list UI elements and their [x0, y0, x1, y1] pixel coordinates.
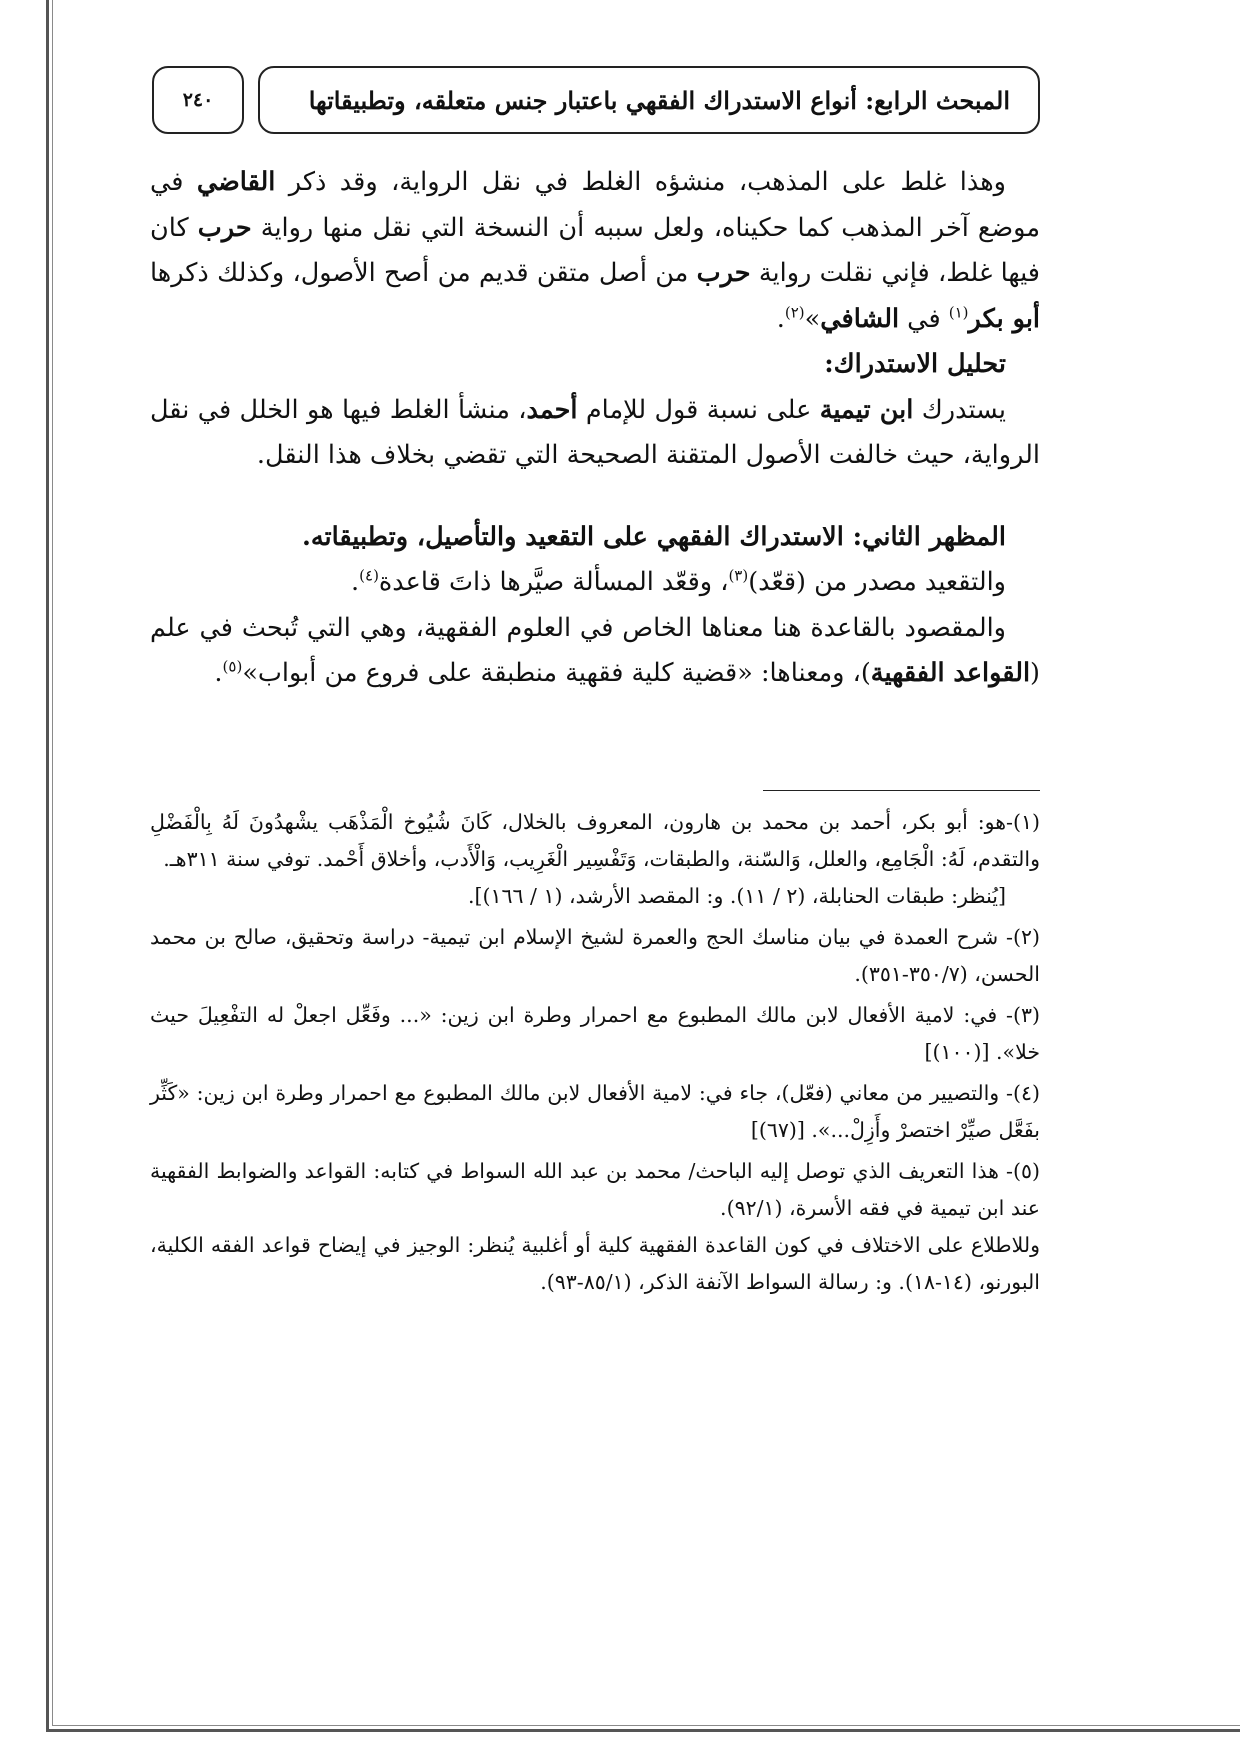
text-run: في موضع آخر المذهب كما حكيناه، ولعل سببه أن النسخة التي نقل منها رواية [150, 167, 1040, 243]
footnote-3 [150, 997, 1040, 1071]
bold-term: أحمد [526, 394, 578, 425]
footnote-2 [150, 919, 1040, 993]
text-run: من أصل متقن قديم من أصح الأصول، وكذلك ذكرها [150, 258, 697, 288]
footnote-text: (٤)- والتصيير من معاني (فعّل)، جاء في: لامية الأفعال لابن مالك المطبوع مع احمرار وطرة ابن زين: «كَثِّر بفَعَّل صيِّرْ اختصرْ وأَزِلْ...». [(٦٧)] [150, 1081, 1040, 1142]
footnote-5 [150, 1153, 1040, 1301]
text-run: ، وقعّد المسألة صيَّرها ذاتَ قاعدة [378, 567, 729, 597]
bold-term: القاضي [196, 167, 276, 197]
bold-term: ابن تيمية [819, 394, 914, 425]
paragraph-quote [150, 160, 1040, 342]
footnote-ref[interactable]: (٣) [728, 566, 749, 585]
section-heading [150, 515, 1040, 561]
bold-term: حرب [197, 212, 252, 243]
footnote-ref[interactable]: (٥) [222, 657, 243, 676]
footnote-ref[interactable]: (١) [948, 303, 969, 321]
page-number: ٢٤٠ [182, 89, 214, 111]
text-run: وهذا غلط على المذهب، منشؤه الغلط في نقل الرواية، وقد ذكر [275, 167, 1006, 197]
text-run: )، ومعناها: «قضية كلية فقهية منطبقة على فروع من أبواب» [242, 658, 871, 688]
section-heading-text: : الاستدراك الفقهي على التقعيد والتأصيل، وتطبيقاته. [301, 521, 863, 552]
text-run: والتقعيد مصدر من (قعّد) [748, 567, 1006, 597]
footnote-text: (٥)- هذا التعريف الذي توصل إليه الباحث/ محمد بن عبد الله السواط في كتابه: القواعد والضوابط الفقهية عند ابن تيمية في فقه الأسرة، (٩٢/١). [150, 1159, 1040, 1220]
text-run: على نسبة قول للإمام [577, 394, 820, 425]
bold-term: الشافي [820, 303, 900, 334]
footnote-ref[interactable]: (٢) [784, 303, 805, 321]
footnote-text: [يُنظر: طبقات الحنابلة، (٢ / ١١). و: المقصد الأرشد، (١ / ١٦٦)]. [467, 884, 1006, 908]
text-run: كان فيها غلط، فإني نقلت رواية [150, 212, 1041, 288]
text-run: ، منشأ الغلط فيها هو الخلل في نقل الرواية، حيث خالفت الأصول المتقنة الصحيحة التي تقضي بخلاف هذا النقل. [150, 394, 1040, 470]
paragraph-taqeed [150, 560, 1040, 606]
text-run: . [214, 658, 223, 688]
heading-analysis: تحليل الاستدراك: [824, 349, 1006, 379]
page-number-box [152, 66, 244, 134]
text-run: والمقصود بالقاعدة هنا معناها الخاص في العلوم الفقهية، وهي التي تُبحث في علم ( [150, 612, 1040, 688]
bold-term: أبو بكر [968, 303, 1040, 334]
chapter-title-box [258, 66, 1040, 134]
text-run: في [899, 303, 949, 334]
footnote-4 [150, 1075, 1040, 1149]
bold-term: القواعد الفقهية [870, 658, 1031, 688]
section-heading-label: المظهر الثاني [862, 521, 1006, 552]
footnote-text: (٣)- في: لامية الأفعال لابن مالك المطبوع مع احمرار وطرة ابن زين: «... وفَعِّل اجعلْ له التفْعِيلَ حيث خلا». [(١٠٠)] [150, 1003, 1040, 1064]
text-run: يستدرك [913, 394, 1007, 425]
footnote-1 [150, 804, 1040, 915]
footnotes [150, 804, 1040, 1305]
footnote-text: (١)-هو: أبو بكر، أحمد بن محمد بن هارون، المعروف بالخلال، كَانَ شُيُوخ الْمَذْهَب يشْهدُونَ لَهُ بِالْفَضْلِ والتقدم، لَهُ: الْجَامِع، والعلل، وَالسّنة، والطبقات، وَتَفْسِير الْغَرِيب، وَالْأَدب، وأخلاق أَحْمد. توفي سنة ٣١١هـ. [150, 810, 1040, 871]
bold-term: حرب [696, 258, 751, 288]
paragraph-qaeda [150, 606, 1040, 697]
footnote-text: وللاطلاع على الاختلاف في كون القاعدة الفقهية كلية أو أغلبية يُنظر: الوجيز في إيضاح قواعد الفقه الكلية، البورنو، (١٤-١٨). و: رسالة السواط الآنفة الذكر، (٨٥/١-٩٣). [150, 1233, 1040, 1294]
footnote-text: (٢)- شرح العمدة في بيان مناسك الحج والعمرة لشيخ الإسلام ابن تيمية- دراسة وتحقيق، صالح بن محمد الحسن، (٣٥٠/٧-٣٥١). [150, 925, 1040, 986]
main-text [150, 160, 1040, 697]
paragraph-analysis [150, 388, 1040, 479]
text-run: . [351, 567, 360, 597]
footnote-ref[interactable]: (٤) [359, 566, 379, 585]
footnote-separator [763, 790, 1040, 791]
chapter-title: المبحث الرابع: أنواع الاستدراك الفقهي باعتبار جنس متعلقه، وتطبيقاتها [308, 85, 1010, 115]
text-run: » [804, 303, 821, 334]
text-run: . [776, 303, 785, 334]
